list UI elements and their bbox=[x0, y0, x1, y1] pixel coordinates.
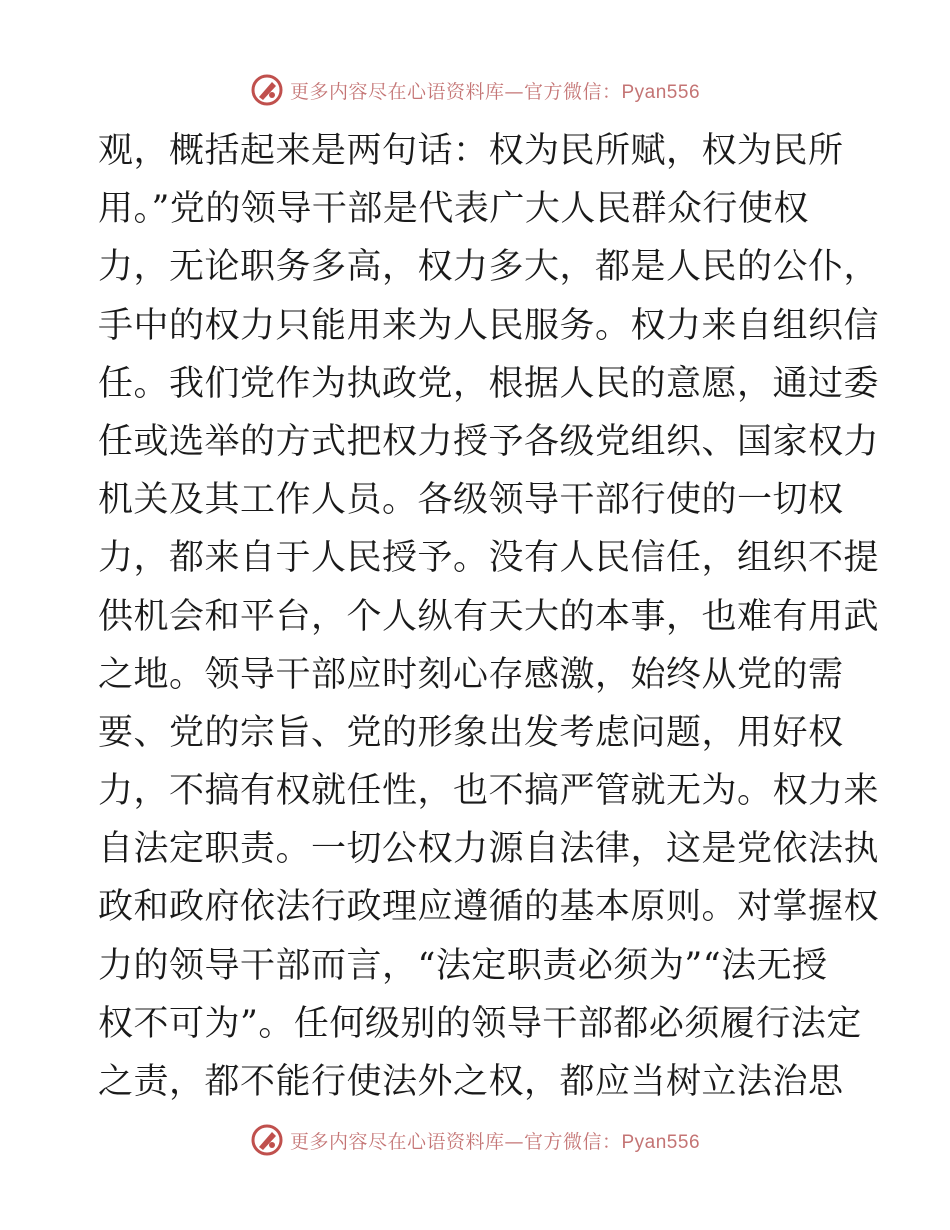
text-line: 观，概括起来是两句话：权为民所赋，权为民所 bbox=[98, 131, 844, 171]
footer-watermark bbox=[0, 1120, 950, 1160]
watermark-text bbox=[290, 1127, 700, 1154]
text-line: 之地。领导干部应时刻心存感激，始终从党的需 bbox=[98, 654, 844, 695]
watermark-wechat-id: Pyan556 bbox=[621, 1131, 701, 1153]
text-line: 力，无论职务多高，权力多大，都是人民的公仆， bbox=[98, 247, 880, 288]
watermark-text bbox=[290, 77, 700, 104]
text-line: 之责，都不能行使法外之权，都应当树立法治思 bbox=[98, 1062, 844, 1102]
watermark-label: 更多内容尽在心语资料库—官方微信： bbox=[289, 1130, 622, 1153]
text-line: 用。”党的领导干部是代表广大人民群众行使权 bbox=[98, 189, 809, 230]
document-body bbox=[98, 122, 880, 1111]
text-line: 任或选举的方式把权力授予各级党组织、国家权力 bbox=[98, 421, 880, 462]
text-line: 机关及其工作人员。各级领导干部行使的一切权 bbox=[98, 480, 844, 521]
text-line: 自法定职责。一切公权力源自法律，这是党依法执 bbox=[98, 829, 880, 870]
watermark-wechat-id: Pyan556 bbox=[621, 81, 701, 103]
text-line: 力的领导干部而言，“法定职责必须为”“法无授 bbox=[98, 945, 828, 986]
watermark-label: 更多内容尽在心语资料库—官方微信： bbox=[289, 80, 622, 103]
text-line: 政和政府依法行政理应遵循的基本原则。对掌握权 bbox=[98, 887, 880, 928]
text-line: 力，都来自于人民授予。没有人民信任，组织不提 bbox=[98, 538, 880, 579]
text-line: 任。我们党作为执政党，根据人民的意愿，通过委 bbox=[98, 363, 880, 404]
text-line: 力，不搞有权就任性，也不搞严管就无为。权力来 bbox=[98, 771, 880, 812]
text-line: 权不可为”。任何级别的领导干部都必须履行法定 bbox=[98, 1003, 862, 1044]
text-line: 供机会和平台，个人纵有天大的本事，也难有用武 bbox=[98, 596, 880, 637]
text-line: 要、党的宗旨、党的形象出发考虑问题，用好权 bbox=[98, 712, 844, 753]
header-watermark bbox=[0, 70, 950, 110]
brand-logo-icon bbox=[250, 73, 284, 107]
brand-logo-icon bbox=[250, 1123, 284, 1157]
text-line: 手中的权力只能用来为人民服务。权力来自组织信 bbox=[98, 305, 880, 346]
